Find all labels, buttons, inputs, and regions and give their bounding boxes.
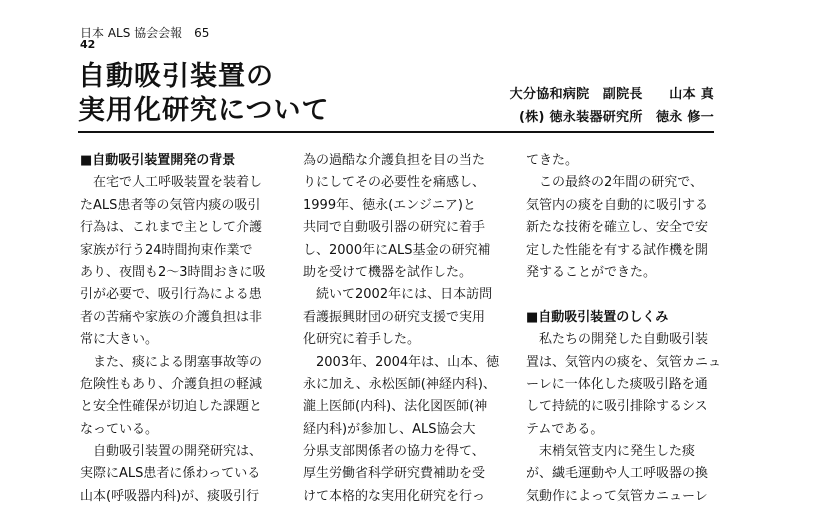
body-text-line: この最終の2年間の研究で、 (526, 175, 704, 191)
title-divider (78, 131, 714, 133)
body-text-line: けて本格的な実用化研究を行っ (303, 488, 486, 504)
author-line: (株) 徳永装器研究所 徳永 修一 (518, 110, 714, 125)
page-number: 42 (80, 38, 96, 51)
body-text-line: 常に大きい。 (80, 332, 159, 348)
title-line: 実用化研究について (78, 95, 330, 126)
body-text-line: なっている。 (80, 421, 159, 437)
body-text-line: 厚生労働省科学研究費補助を受 (303, 466, 486, 482)
text-column (526, 150, 722, 508)
body-text-line: 引が必要で、吸引行為による患 (80, 287, 262, 303)
text-column (80, 150, 270, 508)
body-text-line: りにしてその必要性を痛感し、 (303, 175, 486, 191)
section-heading: ■自動吸引装置のしくみ (526, 309, 669, 325)
body-text-line: また、痰による閉塞事故等の (80, 354, 263, 370)
body-text-line: して持続的に吸引排除するシス (526, 399, 708, 415)
body-text-line: 在宅で人工呼吸装置を装着し (80, 175, 263, 191)
body-text-line: 定した性能を有する試作機を開 (526, 242, 709, 258)
body-text-line: 自動吸引装置の開発研究は、 (80, 444, 263, 460)
body-text-line: 行為は、これまで主として介護 (80, 220, 263, 236)
title-line: 自動吸引装置の (78, 61, 274, 92)
body-text-line: テムである。 (526, 421, 604, 437)
body-text-line: と安全性確保が切迫した課題と (80, 399, 263, 415)
body-text-line: 経内科)が参加し、ALS協会大 (303, 421, 476, 437)
spacer (526, 284, 716, 306)
body-text-line: 気管内の痰を自動的に吸引する (526, 197, 709, 213)
body-text-line: 新たな技術を確立し、安全で安 (526, 220, 709, 236)
body-text-line: 家族が行う24時間拘束作業で (80, 242, 253, 258)
journal-header: 日本 ALS 協会会報 65 (80, 26, 210, 40)
body-text-line: 永に加え、永松医師(神経内科)、 (303, 376, 496, 392)
author-line: 大分協和病院 副院長 山本 真 (509, 87, 714, 102)
body-text-line: 2003年、2004年は、山本、徳 (303, 354, 500, 370)
body-text-line: てきた。 (526, 153, 579, 168)
body-text-line: 山本(呼吸器内科)が、痰吸引行 (80, 488, 260, 504)
body-text-line: 1999年、徳永(エンジニア)と (303, 197, 476, 213)
body-text-line: 為の過酷な介護負担を目の当た (303, 153, 486, 168)
body-text-line: 危険性もあり、介護負担の軽減 (80, 376, 263, 392)
section-heading: ■自動吸引装置開発の背景 (80, 153, 236, 168)
body-text-line: 発することができた。 (526, 264, 657, 280)
body-text-line: たALS患者等の気管内痰の吸引 (80, 197, 261, 213)
body-text-line: 看護振興財団の研究支援で実用 (303, 309, 486, 325)
body-text-line: 気動作によって気管カニューレ (526, 488, 708, 504)
body-text-line: し、2000年にALS基金の研究補 (303, 242, 491, 258)
article-title (78, 60, 329, 128)
body-text-line: 私たちの開発した自動吸引装 (526, 332, 709, 348)
body-text-line: 者の苦痛や家族の介護負担は非 (80, 309, 263, 325)
body-text-line: 化研究に着手した。 (303, 332, 421, 348)
body-text-line: 置は、気管内の痰を、気管カニュ (526, 354, 722, 370)
body-text-line: が、繊毛運動や人工呼吸器の換 (526, 466, 709, 482)
body-text-line: 共同で自動吸引器の研究に着手 (303, 220, 486, 236)
body-text-line: 続いて2002年には、日本訪問 (303, 287, 493, 303)
body-text-line: 実際にALS患者に係わっている (80, 466, 261, 482)
body-text-line: 末梢気管支内に発生した痰 (526, 444, 696, 460)
body-text-line: 助を受けて機器を試作した。 (303, 264, 473, 280)
body-text-line: 分県支部関係者の協力を得て、 (303, 444, 485, 460)
body-text-line: あり、夜間も2〜3時間おきに吸 (80, 264, 266, 280)
body-text-line: ーレに一体化した痰吸引路を通 (526, 376, 708, 392)
text-column (303, 150, 500, 508)
body-text-line: 瀧上医師(内科)、法化図医師(神 (303, 399, 488, 415)
